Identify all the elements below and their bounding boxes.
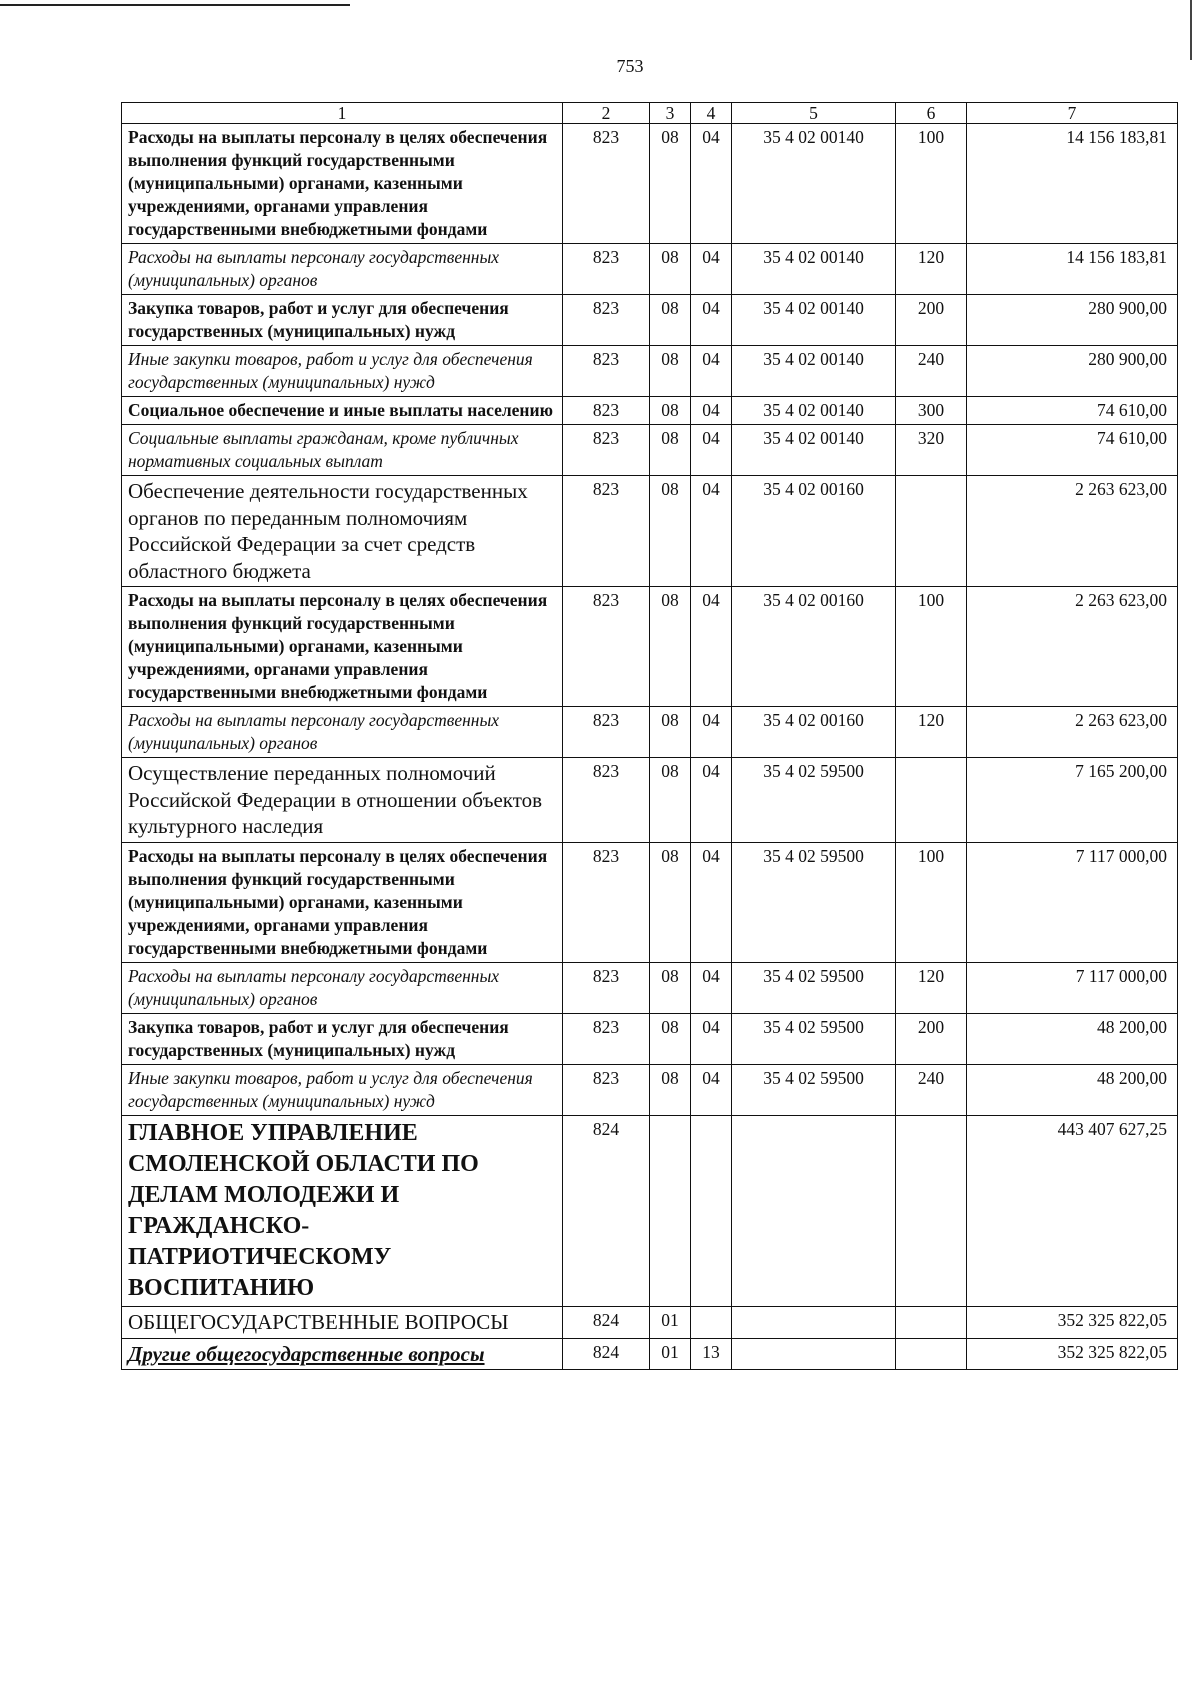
code-section-cell: 08 [650,346,691,397]
code-section-cell: 08 [650,425,691,476]
amount-cell: 14 156 183,81 [967,244,1178,295]
target-article-cell: 35 4 02 00140 [732,244,896,295]
header-cell: 2 [563,103,650,124]
code-section-cell: 08 [650,758,691,843]
code-subsection-cell: 04 [691,295,732,346]
table-row [122,124,1178,244]
target-article-cell: 35 4 02 59500 [732,1013,896,1064]
scan-edge-line-right [1190,0,1192,60]
row-name-cell: Расходы на выплаты персоналу государственных (муниципальных) органов [122,707,563,758]
code-subsection-cell: 04 [691,842,732,962]
code-chapter-cell: 823 [563,758,650,843]
expense-type-cell [896,1338,967,1369]
amount-cell: 7 165 200,00 [967,758,1178,843]
expense-type-cell: 120 [896,962,967,1013]
target-article-cell: 35 4 02 00140 [732,124,896,244]
row-name-cell: ОБЩЕГОСУДАРСТВЕННЫЕ ВОПРОСЫ [122,1306,563,1338]
table-row [122,425,1178,476]
table-row [122,1064,1178,1115]
target-article-cell [732,1115,896,1306]
table-row [122,295,1178,346]
amount-cell: 48 200,00 [967,1013,1178,1064]
header-cell: 4 [691,103,732,124]
code-chapter-cell: 823 [563,587,650,707]
row-name-cell: Обеспечение деятельности государственных органов по переданным полномочиям Российской Федерации за счет средств областного бюджета [122,476,563,587]
code-subsection-cell [691,1306,732,1338]
code-section-cell: 08 [650,842,691,962]
table-row [122,758,1178,843]
target-article-cell: 35 4 02 00140 [732,346,896,397]
code-subsection-cell: 04 [691,124,732,244]
row-name-cell: Иные закупки товаров, работ и услуг для обеспечения государственных (муниципальных) нужд [122,1064,563,1115]
header-cell: 3 [650,103,691,124]
table-row [122,476,1178,587]
expense-type-cell: 240 [896,1064,967,1115]
target-article-cell: 35 4 02 00160 [732,587,896,707]
amount-cell: 2 263 623,00 [967,587,1178,707]
row-name-cell: Социальные выплаты гражданам, кроме публичных нормативных социальных выплат [122,425,563,476]
code-chapter-cell: 823 [563,397,650,425]
expense-type-cell: 120 [896,244,967,295]
code-subsection-cell: 04 [691,707,732,758]
target-article-cell: 35 4 02 00140 [732,295,896,346]
row-name-cell: Закупка товаров, работ и услуг для обеспечения государственных (муниципальных) нужд [122,1013,563,1064]
amount-cell: 7 117 000,00 [967,962,1178,1013]
row-name-cell: Расходы на выплаты персоналу государственных (муниципальных) органов [122,244,563,295]
target-article-cell [732,1306,896,1338]
row-name-cell: ГЛАВНОЕ УПРАВЛЕНИЕ СМОЛЕНСКОЙ ОБЛАСТИ ПО ДЕЛАМ МОЛОДЕЖИ И ГРАЖДАНСКО-ПАТРИОТИЧЕСКОМУ ВОСПИТАНИЮ [122,1115,563,1306]
code-chapter-cell: 824 [563,1338,650,1369]
expense-type-cell: 240 [896,346,967,397]
row-name-cell: Другие общегосударственные вопросы [122,1338,563,1369]
code-section-cell: 08 [650,1013,691,1064]
row-name-cell: Расходы на выплаты персоналу в целях обеспечения выполнения функций государственными (муниципальными) органами, казенными учреждениями, органами управления государственными внебюджетными фондами [122,587,563,707]
row-name-cell: Расходы на выплаты персоналу государственных (муниципальных) органов [122,962,563,1013]
row-name-cell: Закупка товаров, работ и услуг для обеспечения государственных (муниципальных) нужд [122,295,563,346]
code-subsection-cell: 04 [691,962,732,1013]
amount-cell: 7 117 000,00 [967,842,1178,962]
amount-cell: 352 325 822,05 [967,1338,1178,1369]
row-name-cell: Иные закупки товаров, работ и услуг для обеспечения государственных (муниципальных) нужд [122,346,563,397]
header-cell: 1 [122,103,563,124]
expense-type-cell: 320 [896,425,967,476]
code-subsection-cell: 04 [691,346,732,397]
header-cell: 6 [896,103,967,124]
amount-cell: 14 156 183,81 [967,124,1178,244]
code-section-cell: 01 [650,1338,691,1369]
header-cell: 7 [967,103,1178,124]
table-row [122,244,1178,295]
code-section-cell: 01 [650,1306,691,1338]
amount-cell: 2 263 623,00 [967,707,1178,758]
code-section-cell: 08 [650,124,691,244]
expense-type-cell [896,1115,967,1306]
table-row [122,962,1178,1013]
code-chapter-cell: 823 [563,244,650,295]
code-chapter-cell: 823 [563,295,650,346]
expense-type-cell: 300 [896,397,967,425]
expense-type-cell [896,476,967,587]
row-name-cell: Расходы на выплаты персоналу в целях обеспечения выполнения функций государственными (муниципальными) органами, казенными учреждениями, органами управления государственными внебюджетными фондами [122,124,563,244]
code-chapter-cell: 823 [563,425,650,476]
code-section-cell [650,1115,691,1306]
table-row [122,1115,1178,1306]
target-article-cell: 35 4 02 00160 [732,707,896,758]
amount-cell: 280 900,00 [967,346,1178,397]
code-section-cell: 08 [650,476,691,587]
amount-cell: 74 610,00 [967,397,1178,425]
code-chapter-cell: 824 [563,1115,650,1306]
code-chapter-cell: 823 [563,346,650,397]
code-subsection-cell: 04 [691,1013,732,1064]
target-article-cell: 35 4 02 59500 [732,962,896,1013]
code-chapter-cell: 823 [563,842,650,962]
target-article-cell [732,1338,896,1369]
code-section-cell: 08 [650,707,691,758]
table-row [122,1306,1178,1338]
code-subsection-cell: 04 [691,425,732,476]
expense-type-cell: 100 [896,124,967,244]
table-row [122,842,1178,962]
table-row [122,1338,1178,1369]
amount-cell: 2 263 623,00 [967,476,1178,587]
target-article-cell: 35 4 02 00160 [732,476,896,587]
code-subsection-cell: 04 [691,758,732,843]
code-chapter-cell: 823 [563,1064,650,1115]
table-row [122,707,1178,758]
code-subsection-cell: 04 [691,1064,732,1115]
target-article-cell: 35 4 02 00140 [732,397,896,425]
table-row [122,1013,1178,1064]
code-section-cell: 08 [650,962,691,1013]
amount-cell: 280 900,00 [967,295,1178,346]
table-row [122,587,1178,707]
code-section-cell: 08 [650,1064,691,1115]
row-name-cell: Осуществление переданных полномочий Российской Федерации в отношении объектов культурного наследия [122,758,563,843]
code-chapter-cell: 823 [563,962,650,1013]
scan-edge-line-top [0,4,350,6]
amount-cell: 443 407 627,25 [967,1115,1178,1306]
row-name-cell: Социальное обеспечение и иные выплаты населению [122,397,563,425]
code-chapter-cell: 823 [563,124,650,244]
target-article-cell: 35 4 02 59500 [732,1064,896,1115]
expense-type-cell: 200 [896,295,967,346]
table-row [122,397,1178,425]
table-row [122,346,1178,397]
code-subsection-cell: 04 [691,397,732,425]
code-chapter-cell: 824 [563,1306,650,1338]
code-chapter-cell: 823 [563,1013,650,1064]
budget-table [121,102,1178,1370]
code-chapter-cell: 823 [563,476,650,587]
code-chapter-cell: 823 [563,707,650,758]
expense-type-cell [896,758,967,843]
amount-cell: 74 610,00 [967,425,1178,476]
table-body [122,103,1178,1370]
code-subsection-cell: 04 [691,587,732,707]
target-article-cell: 35 4 02 59500 [732,842,896,962]
code-section-cell: 08 [650,244,691,295]
code-subsection-cell [691,1115,732,1306]
row-name-cell: Расходы на выплаты персоналу в целях обеспечения выполнения функций государственными (муниципальными) органами, казенными учреждениями, органами управления государственными внебюджетными фондами [122,842,563,962]
expense-type-cell: 100 [896,587,967,707]
code-section-cell: 08 [650,587,691,707]
expense-type-cell: 120 [896,707,967,758]
page-number: 753 [616,56,644,76]
target-article-cell: 35 4 02 59500 [732,758,896,843]
amount-cell: 352 325 822,05 [967,1306,1178,1338]
expense-type-cell [896,1306,967,1338]
expense-type-cell: 200 [896,1013,967,1064]
table-header-row [122,103,1178,124]
expense-type-cell: 100 [896,842,967,962]
code-subsection-cell: 04 [691,244,732,295]
header-cell: 5 [732,103,896,124]
amount-cell: 48 200,00 [967,1064,1178,1115]
code-subsection-cell: 04 [691,476,732,587]
target-article-cell: 35 4 02 00140 [732,425,896,476]
code-section-cell: 08 [650,295,691,346]
code-section-cell: 08 [650,397,691,425]
code-subsection-cell: 13 [691,1338,732,1369]
